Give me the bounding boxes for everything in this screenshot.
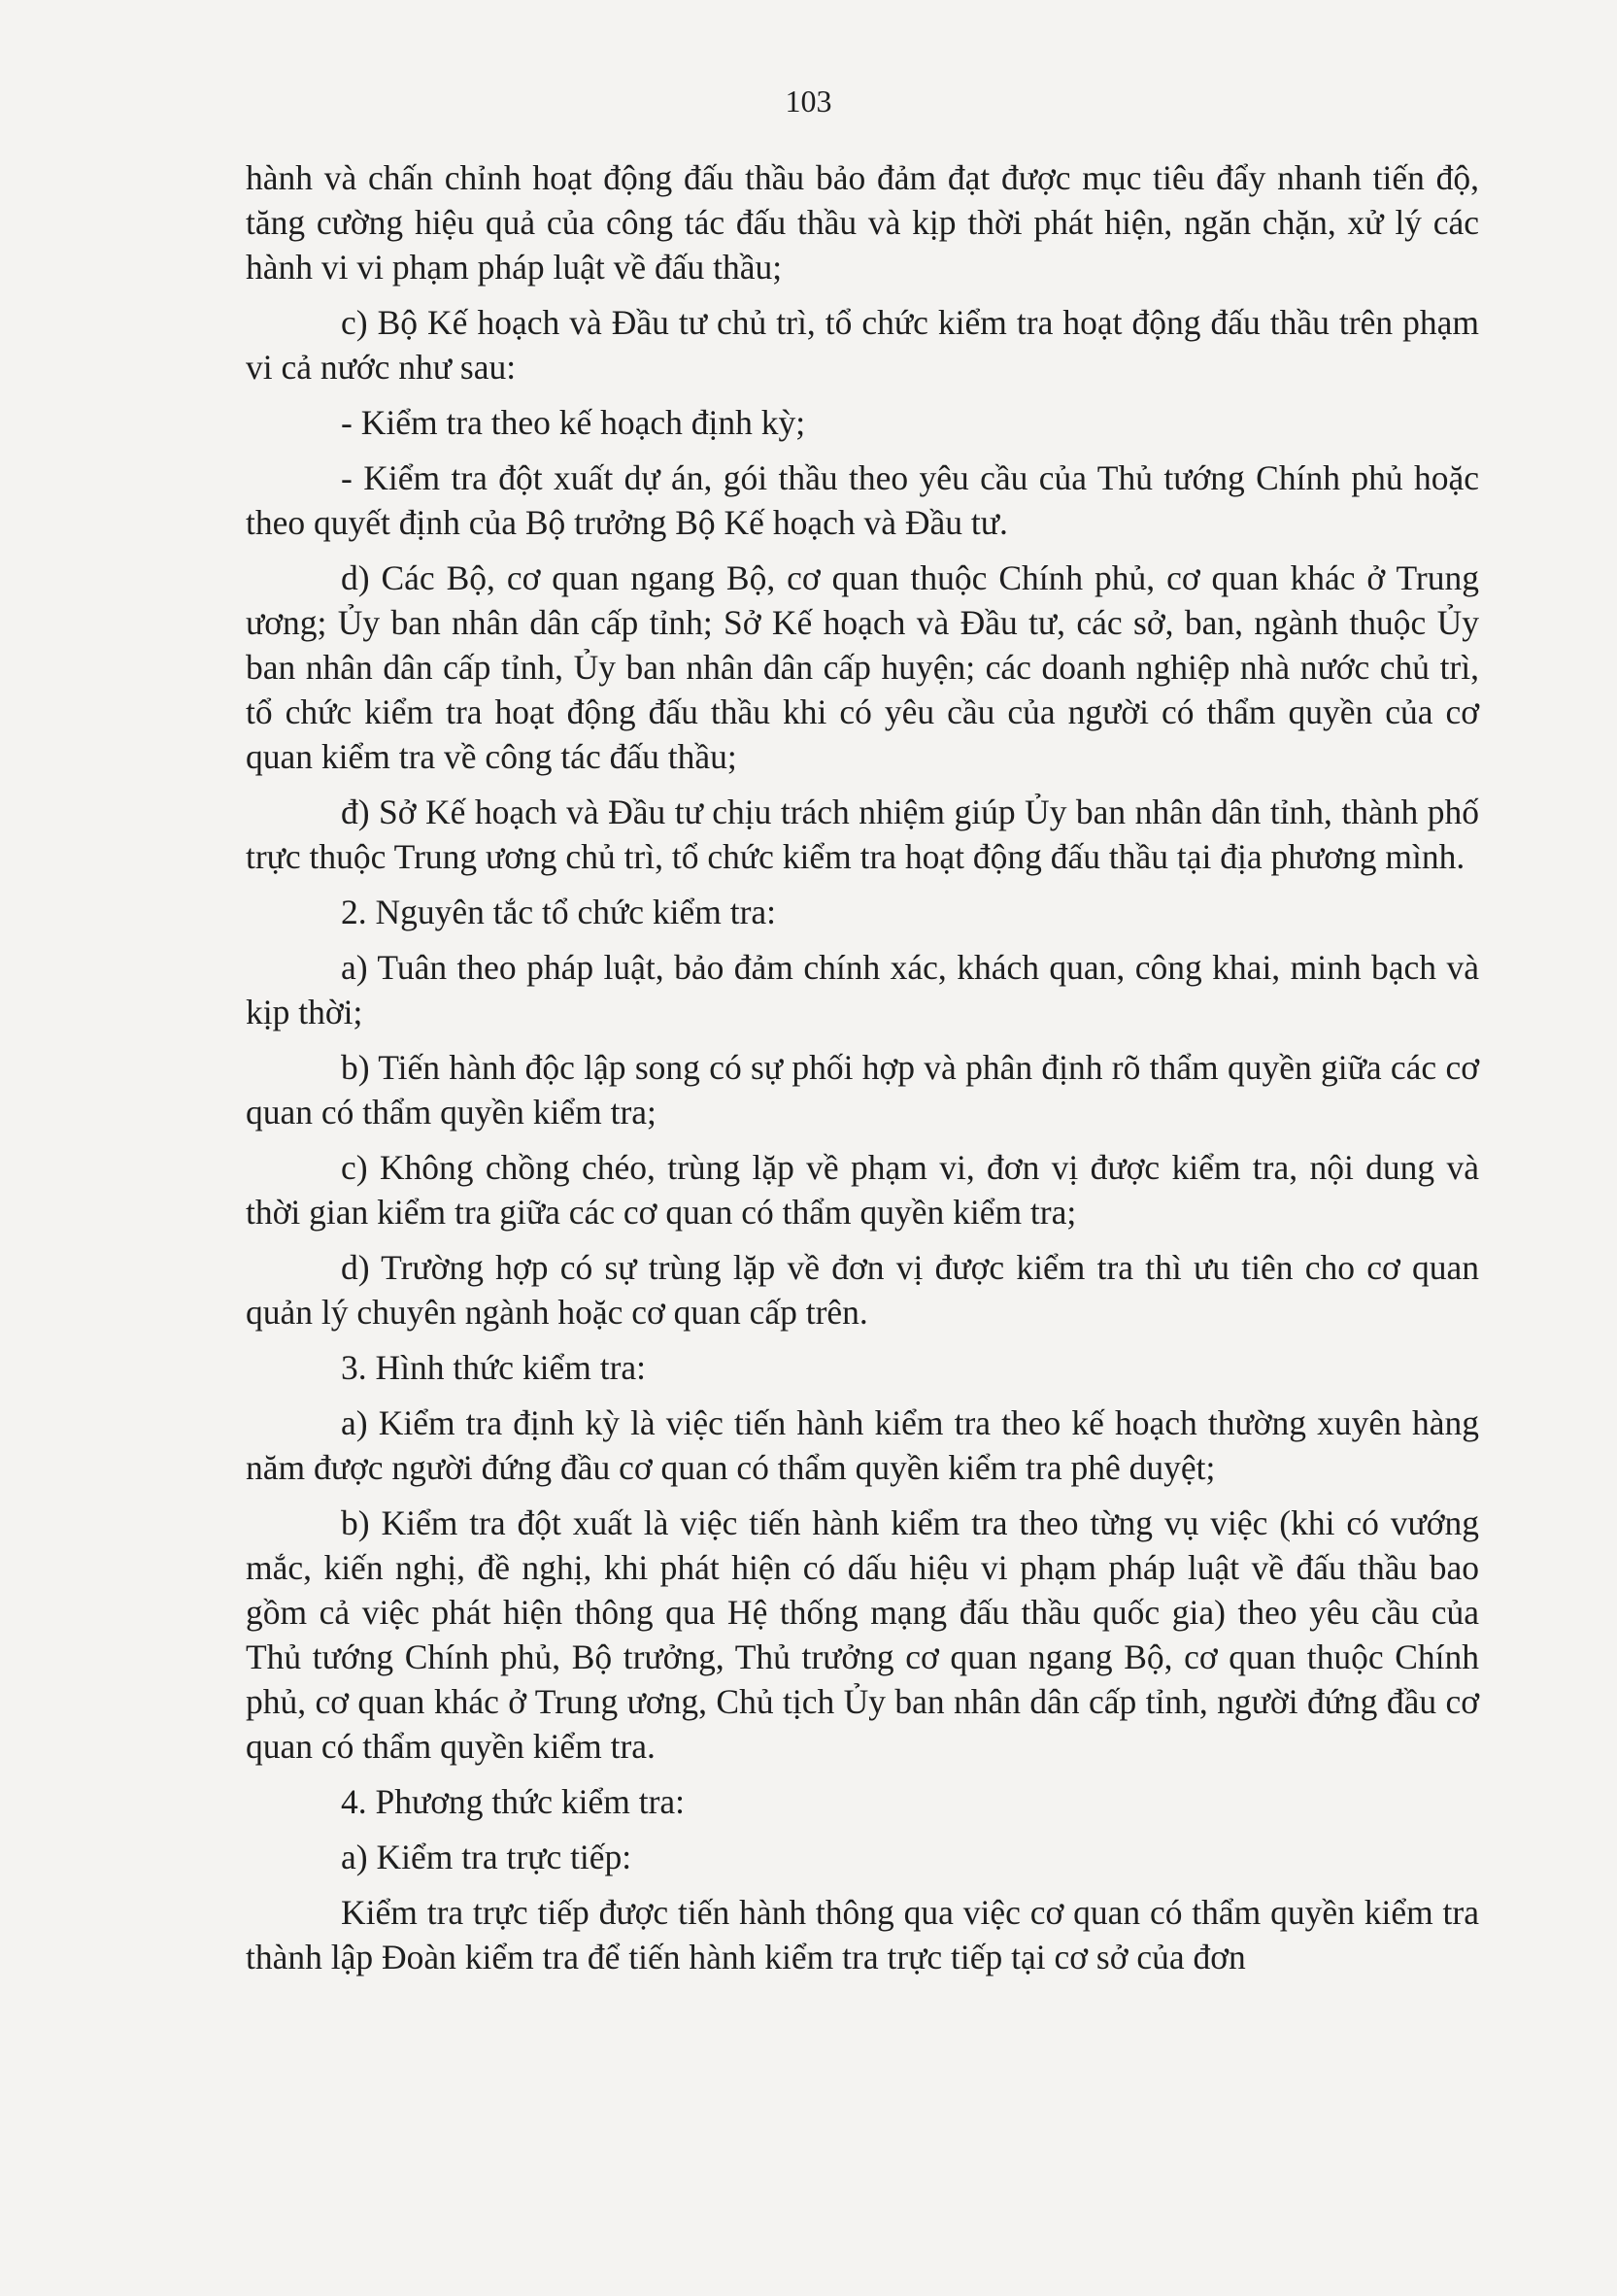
paragraph: a) Tuân theo pháp luật, bảo đảm chính xác, khách quan, công khai, minh bạch và kịp thời; (246, 948, 1479, 1031)
paragraph: - Kiểm tra đột xuất dự án, gói thầu theo yêu cầu của Thủ tướng Chính phủ hoặc theo quyết định của Bộ trưởng Bộ Kế hoạch và Đầu tư. (246, 458, 1479, 542)
paragraph: hành và chấn chỉnh hoạt động đấu thầu bảo đảm đạt được mục tiêu đẩy nhanh tiến độ, tăng cường hiệu quả của công tác đấu thầu và kịp thời phát hiện, ngăn chặn, xử lý các hành vi vi phạm pháp luật về đấu thầu; (246, 158, 1479, 287)
paragraph: đ) Sở Kế hoạch và Đầu tư chịu trách nhiệm giúp Ủy ban nhân dân tỉnh, thành phố trực thuộc Trung ương chủ trì, tổ chức kiểm tra hoạt động đấu thầu tại địa phương mình. (246, 793, 1479, 876)
paragraph: a) Kiểm tra trực tiếp: (341, 1838, 632, 1876)
section-heading: 4. Phương thức kiểm tra: (341, 1782, 686, 1821)
paragraph: d) Trường hợp có sự trùng lặp về đơn vị được kiểm tra thì ưu tiên cho cơ quan quản lý chuyên ngành hoặc cơ quan cấp trên. (246, 1248, 1479, 1332)
section-heading: 2. Nguyên tắc tổ chức kiểm tra: (341, 893, 777, 931)
document-body (246, 155, 1479, 1990)
page-number: 103 (785, 84, 832, 118)
paragraph: d) Các Bộ, cơ quan ngang Bộ, cơ quan thuộc Chính phủ, cơ quan khác ở Trung ương; Ủy ban nhân dân cấp tỉnh; Sở Kế hoạch và Đầu tư, các sở, ban, ngành thuộc Ủy ban nhân dân cấp tỉnh, Ủy ban nhân dân cấp huyện; các doanh nghiệp nhà nước chủ trì, tổ chức kiểm tra hoạt động đấu thầu khi có yêu cầu của người có thẩm quyền của cơ quan kiểm tra về công tác đấu thầu; (246, 558, 1479, 776)
paragraph: - Kiểm tra theo kế hoạch định kỳ; (341, 403, 806, 442)
section-heading: 3. Hình thức kiểm tra: (341, 1348, 647, 1387)
paragraph: c) Bộ Kế hoạch và Đầu tư chủ trì, tổ chức kiểm tra hoạt động đấu thầu trên phạm vi cả nước như sau: (246, 303, 1479, 387)
paragraph: b) Tiến hành độc lập song có sự phối hợp và phân định rõ thẩm quyền giữa các cơ quan có thẩm quyền kiểm tra; (246, 1048, 1479, 1131)
paragraph: Kiểm tra trực tiếp được tiến hành thông qua việc cơ quan có thẩm quyền kiểm tra thành lập Đoàn kiểm tra để tiến hành kiểm tra trực tiếp tại cơ sở của đơn (246, 1893, 1479, 1976)
paragraph: a) Kiểm tra định kỳ là việc tiến hành kiểm tra theo kế hoạch thường xuyên hàng năm được người đứng đầu cơ quan có thẩm quyền kiểm tra phê duyệt; (246, 1403, 1479, 1487)
paragraph: c) Không chồng chéo, trùng lặp về phạm vi, đơn vị được kiểm tra, nội dung và thời gian kiểm tra giữa các cơ quan có thẩm quyền kiểm tra; (246, 1148, 1479, 1232)
paragraph: b) Kiểm tra đột xuất là việc tiến hành kiểm tra theo từng vụ việc (khi có vướng mắc, kiến nghị, đề nghị, khi phát hiện có dấu hiệu vi phạm pháp luật về đấu thầu bao gồm cả việc phát hiện thông qua Hệ thống mạng đấu thầu quốc gia) theo yêu cầu của Thủ tướng Chính phủ, Bộ trưởng, Thủ trưởng cơ quan ngang Bộ, cơ quan thuộc Chính phủ, cơ quan khác ở Trung ương, Chủ tịch Ủy ban nhân dân cấp tỉnh, người đứng đầu cơ quan có thẩm quyền kiểm tra. (246, 1503, 1479, 1766)
